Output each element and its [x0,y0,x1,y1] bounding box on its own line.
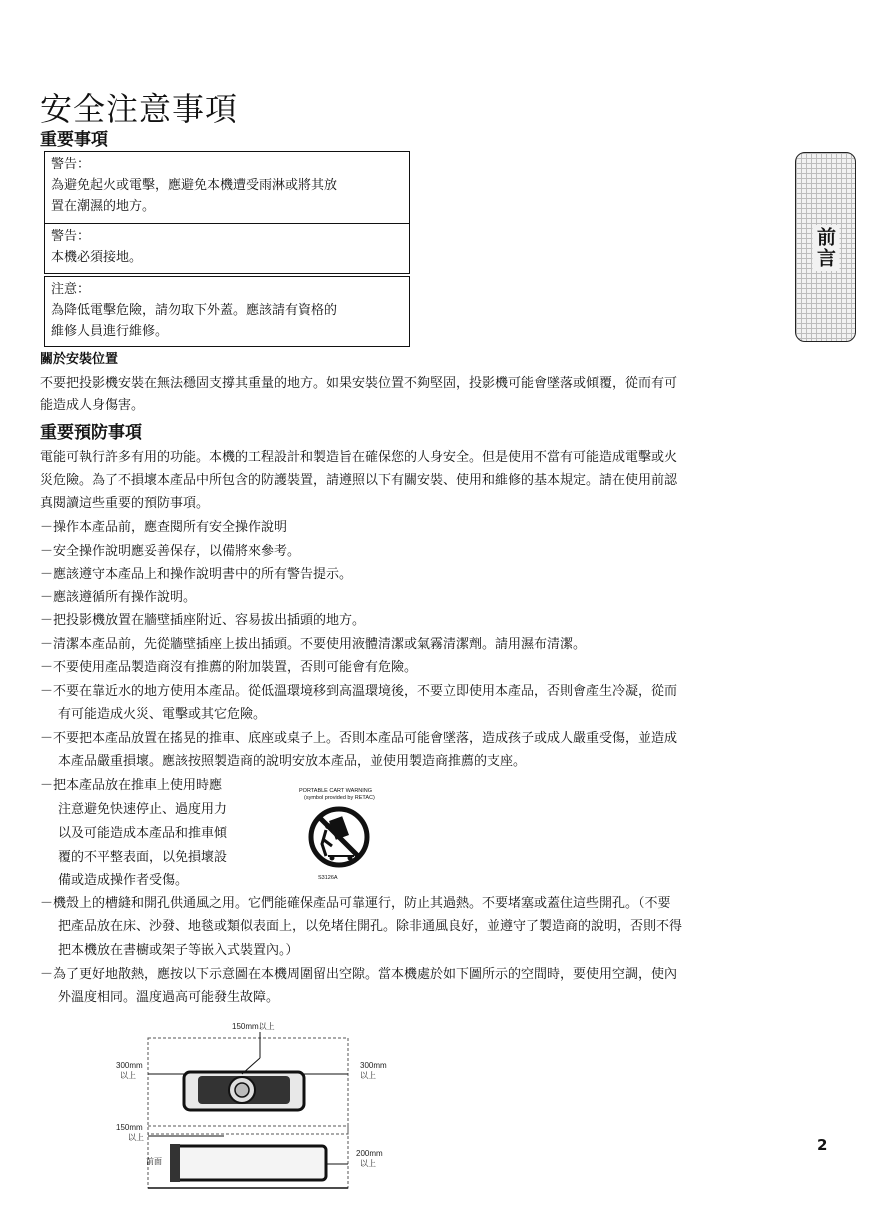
precaution-item: －安全操作說明應妥善保存，以備將來參考。 [40,544,301,559]
cart-warning-title: PORTABLE CART WARNING [299,788,373,794]
clearance-diagram [112,1018,402,1196]
projector-front-face [170,1144,180,1182]
clearance-right-mm: 300mm [360,1061,387,1070]
precaution-item: －應該遵循所有操作說明。 [40,590,197,605]
cart-item-line: 備或造成操作者受傷。 [58,873,189,888]
cart-item-line: 注意避免快速停止、過度用力 [58,802,228,817]
important-heading: 重要事項 [40,130,108,150]
install-text-line: 不要把投影機安裝在無法穩固支撐其重量的地方。如果安裝位置不夠堅固，投影機可能會墜落或傾覆，從而有可 [40,376,678,391]
precautions-intro-line: 電能可執行許多有用的功能。本機的工程設計和製造旨在確保您的人身安全。但是使用不當有可能造成電擊或火 [40,450,678,465]
cart-warning-code: S3126A [318,875,338,881]
page-title: 安全注意事項 [40,90,239,128]
precaution-item: －不要在靠近水的地方使用本產品。從低溫環境移到高溫環境後，不要立即使用本產品，否則會產生冷凝，從而 [40,684,678,699]
vent-item-line: 把產品放在床、沙發、地毯或類似表面上，以免堵住開孔。除非通風良好，並遵守了製造商的說明，否則不得 [58,919,683,934]
warning-label: 警告： [51,229,91,244]
install-text-line: 能造成人身傷害。 [40,398,145,413]
warning-text-line: 為避免起火或電擊，應避免本機遭受雨淋或將其放 [51,178,338,193]
vent-item-line: 把本機放在書櫥或架子等嵌入式裝置內。） [58,943,299,958]
clearance-back-mm: 200mm [356,1149,383,1158]
cart-item-line: －把本產品放在推車上使用時應 [40,778,223,793]
clearance-left-unit: 以上 [120,1071,136,1080]
install-heading: 關於安裝位置 [40,352,119,367]
precaution-item: －應該遵守本產品上和操作說明書中的所有警告提示。 [40,567,353,582]
precautions-heading: 重要預防事項 [40,423,142,443]
clearance-side-unit: 以上 [128,1133,144,1142]
cart-tipover-icon [306,804,376,874]
precaution-item: －清潔本產品前，先從牆壁插座上拔出插頭。不要使用液體清潔或氣霧清潔劑。請用濕布清潔。 [40,637,587,652]
warning-box-fire [44,151,410,224]
side-tab [795,152,856,342]
page-number: 2 [817,1136,828,1154]
space-item-line: －為了更好地散熱，應按以下示意圖在本機周圍留出空隙。當本機處於如下圖所示的空間時，要使用空調，使內 [40,967,678,982]
caution-box-cover [44,276,410,347]
precaution-item: －不要使用產品製造商沒有推薦的附加裝置，否則可能會有危險。 [40,660,418,675]
warning-text-line: 置在潮濕的地方。 [51,199,156,214]
precaution-item: －操作本產品前，應查閱所有安全操作說明 [40,520,288,535]
clearance-right-unit: 以上 [360,1071,376,1080]
caution-label: 注意： [51,282,91,297]
precaution-item-continued: 有可能造成火災、電擊或其它危險。 [58,707,267,722]
warning-label: 警告： [51,157,91,172]
vent-item-line: －機殼上的槽縫和開孔供通風之用。它們能確保產品可靠運行，防止其過熱。不要堵塞或蓋住這些開孔。（不要 [40,896,671,911]
space-item-line: 外溫度相同。溫度過高可能發生故障。 [58,990,280,1005]
precautions-intro-line: 災危險。為了不損壞本產品中所包含的防護裝置，請遵照以下有關安裝、使用和維修的基本規定。請在使用前認 [40,473,678,488]
precautions-intro-line: 真閱讀這些重要的預防事項。 [40,496,210,511]
warning-box-ground [44,224,410,274]
precaution-item-continued: 本產品嚴重損壞。應該按照製造商的說明安放本產品，並使用製造商推薦的支座。 [58,754,527,769]
projector-side-view [174,1146,326,1180]
front-label: 前面 [146,1157,162,1166]
clearance-left-mm: 300mm [116,1061,143,1070]
cart-item-line: 以及可能造成本產品和推車傾 [58,826,228,841]
cart-warning-credit: (symbol provided by RETAC) [304,795,375,801]
warning-text-line: 本機必須接地。 [51,250,143,265]
clearance-side-mm: 150mm [116,1123,143,1132]
portable-cart-warning [296,788,400,884]
clearance-back-unit: 以上 [360,1159,376,1168]
precaution-item: －把投影機放置在牆壁插座附近、容易拔出插頭的地方。 [40,613,366,628]
clearance-top-label: 150mm以上 [232,1022,275,1031]
caution-text-line: 為降低電擊危險，請勿取下外蓋。應該請有資格的 [51,303,338,318]
caution-text-line: 維修人員進行維修。 [51,324,169,339]
cart-item-line: 覆的不平整表面，以免損壞設 [58,850,228,865]
side-tab-label: 前言 [812,225,839,271]
precaution-item: －不要把本產品放置在搖晃的推車、底座或桌子上。否則本產品可能會墜落，造成孩子或成人嚴重受傷，並造成 [40,731,678,746]
